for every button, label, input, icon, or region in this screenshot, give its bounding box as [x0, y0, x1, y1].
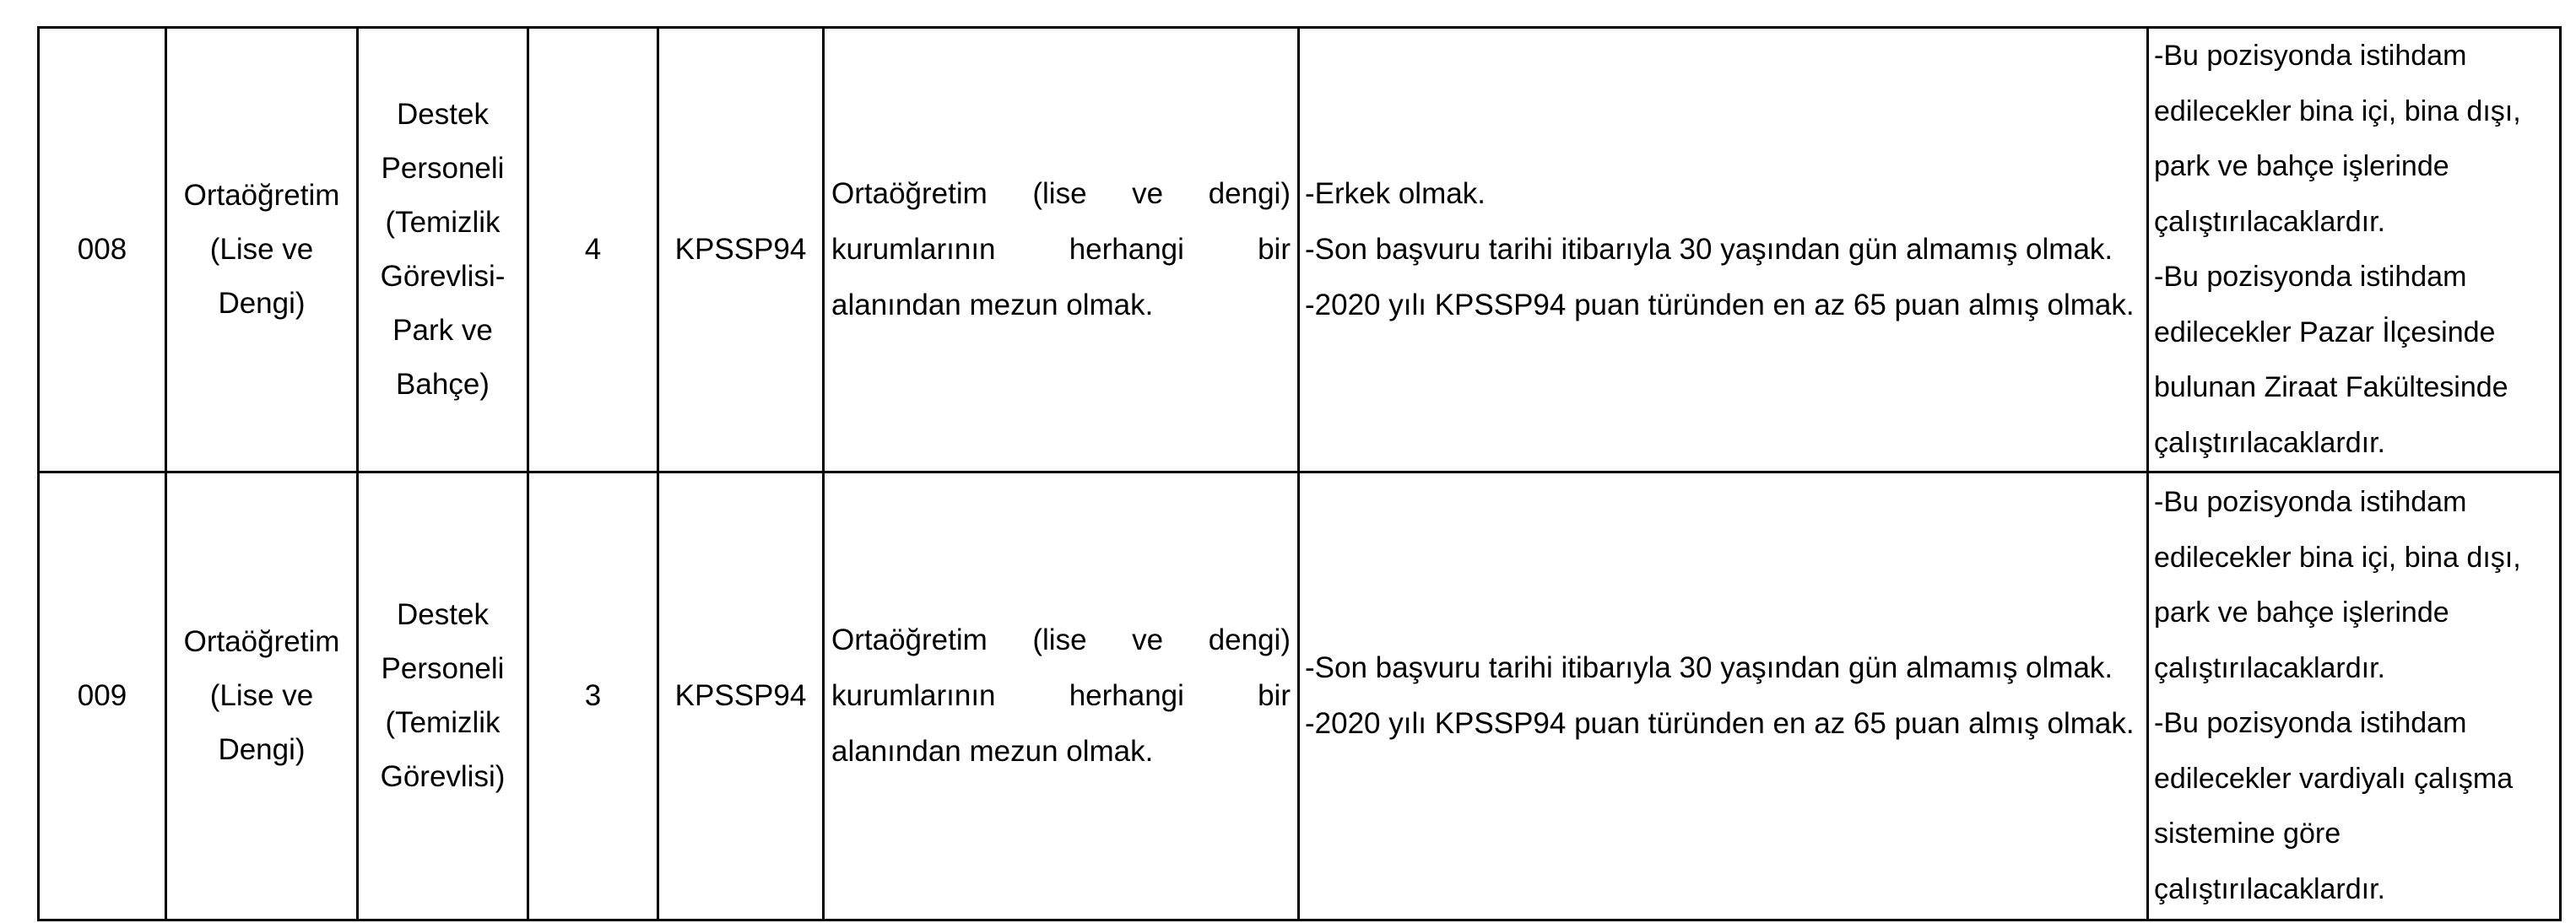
position-title-line: Destek: [397, 598, 489, 631]
table-row: [39, 472, 2561, 920]
note-line: edilecekler bina içi, bina dışı,: [2154, 541, 2521, 574]
note-line: bulunan Ziraat Fakültesinde: [2154, 371, 2508, 403]
position-title-line: Personeli: [381, 152, 505, 185]
conditions-cell: [1299, 472, 2148, 920]
table-row: [39, 28, 2561, 472]
conditions-cell: [1299, 28, 2148, 472]
position-title-line: Görevlisi-: [380, 260, 506, 293]
note-line: çalıştırılacaklardır.: [2154, 205, 2385, 238]
score-type-cell: [658, 472, 824, 920]
note-line: edilecekler bina içi, bina dışı,: [2154, 94, 2521, 127]
qualification-text: Ortaöğretim (lise ve dengi) kurumlarının herhangi bir alanından mezun olmak.: [831, 177, 1291, 321]
position-code: 008: [77, 233, 127, 266]
note-line: -Bu pozisyonda istihdam: [2154, 486, 2467, 518]
note-line: park ve bahçe işlerinde: [2154, 596, 2449, 629]
education-line: Dengi): [218, 287, 306, 320]
education-cell: [166, 472, 358, 920]
notes-cell: [2148, 28, 2561, 472]
position-count: 4: [584, 233, 602, 266]
condition-item: -2020 yılı KPSSP94 puan türünden en az 65 puan almış olmak.: [1305, 707, 2135, 740]
education-cell: [166, 28, 358, 472]
position-count-cell: [528, 472, 658, 920]
note-line: -Bu pozisyonda istihdam: [2154, 707, 2467, 739]
note-line: çalıştırılacaklardır.: [2154, 872, 2385, 905]
note-line: -Bu pozisyonda istihdam: [2154, 261, 2467, 293]
position-title-line: (Temizlik: [385, 206, 501, 239]
note-line: çalıştırılacaklardır.: [2154, 426, 2385, 459]
position-title-line: Görevlisi): [380, 760, 506, 793]
note-line: edilecekler vardiyalı çalışma: [2154, 762, 2514, 795]
condition-item: -Erkek olmak.: [1305, 177, 1486, 210]
note-line: -Bu pozisyonda istihdam: [2154, 40, 2467, 72]
position-title-line: (Temizlik: [385, 706, 501, 739]
education-line: (Lise ve: [209, 233, 314, 266]
positions-table: [37, 26, 2562, 921]
note-line: çalıştırılacaklardır.: [2154, 651, 2385, 684]
position-title-cell: [358, 472, 528, 920]
education-line: Ortaöğretim: [183, 625, 340, 658]
score-type: KPSSP94: [674, 233, 807, 266]
note-line: edilecekler Pazar İlçesinde: [2154, 316, 2496, 348]
note-line: park ve bahçe işlerinde: [2154, 150, 2449, 182]
position-code-cell: [39, 28, 166, 472]
position-title-cell: [358, 28, 528, 472]
condition-item: -Son başvuru tarihi itibarıyla 30 yaşından gün almamış olmak.: [1305, 651, 2113, 684]
education-line: Dengi): [218, 733, 306, 766]
notes-cell: [2148, 472, 2561, 920]
qualification-cell: [824, 28, 1299, 472]
position-title-line: Park ve: [392, 314, 493, 347]
note-line: sistemine göre: [2154, 818, 2341, 850]
score-type: KPSSP94: [674, 679, 807, 712]
position-title-line: Personeli: [381, 652, 505, 685]
education-line: (Lise ve: [209, 679, 314, 712]
position-count: 3: [584, 679, 602, 712]
position-code: 009: [77, 679, 127, 712]
score-type-cell: [658, 28, 824, 472]
education-line: Ortaöğretim: [183, 179, 340, 212]
position-code-cell: [39, 472, 166, 920]
qualification-text: Ortaöğretim (lise ve dengi) kurumlarının herhangi bir alanından mezun olmak.: [831, 623, 1291, 768]
qualification-cell: [824, 472, 1299, 920]
position-title-line: Destek: [397, 98, 489, 131]
position-count-cell: [528, 28, 658, 472]
condition-item: -2020 yılı KPSSP94 puan türünden en az 65 puan almış olmak.: [1305, 289, 2135, 321]
condition-item: -Son başvuru tarihi itibarıyla 30 yaşından gün almamış olmak.: [1305, 233, 2113, 266]
position-title-line: Bahçe): [396, 368, 490, 401]
